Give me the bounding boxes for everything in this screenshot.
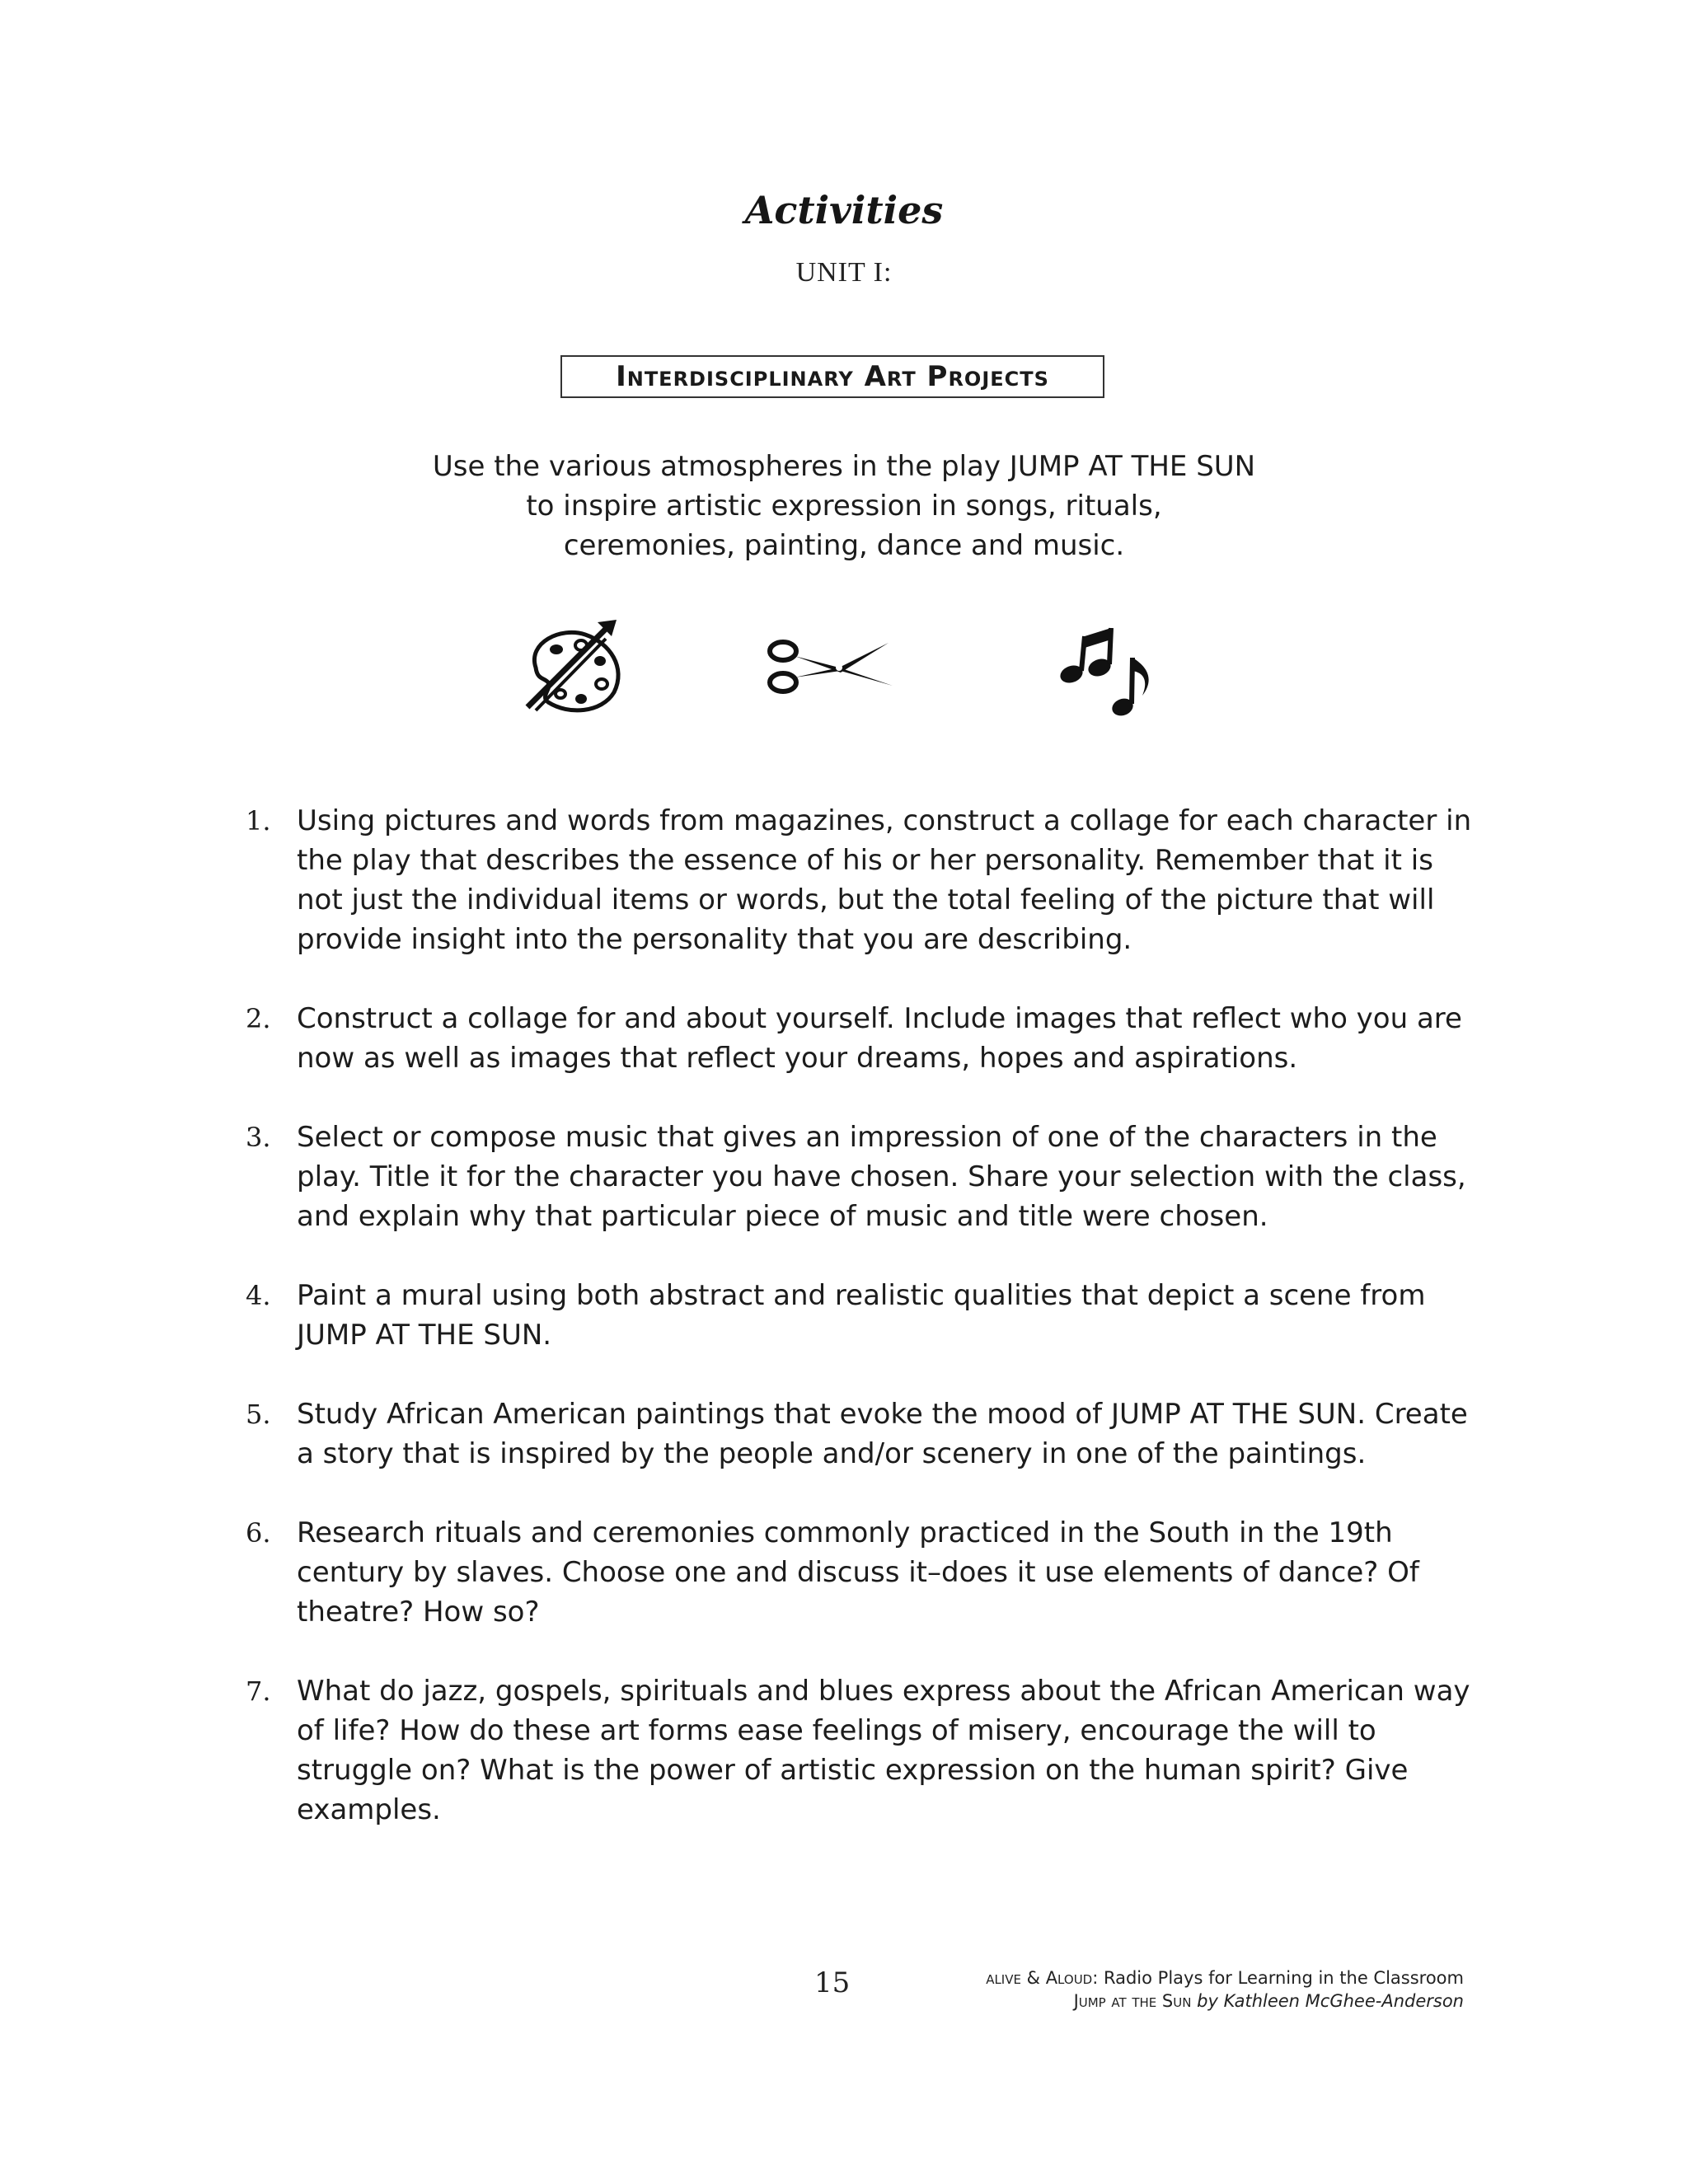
icon-row (0, 618, 1688, 725)
intro-paragraph (349, 447, 1339, 565)
list-item (246, 1276, 1482, 1355)
item-text: Using pictures and words from magazines, construct a collage for each character in the play that describes the essence of his or her personality. Remember that it is not just the individual items or words, but the total feeling of the picture that will provide insight into the personality that you are describing. (297, 804, 1472, 956)
page-number: 15 (814, 1966, 851, 1999)
item-number: 1. (246, 805, 271, 837)
item-number: 7. (246, 1675, 271, 1707)
item-number: 5. (246, 1399, 271, 1430)
page-title: Activities (744, 188, 944, 232)
scissors-icon (765, 635, 897, 701)
footer-author: by Kathleen McGhee-Anderson (1191, 1991, 1464, 2011)
item-text: Study African American paintings that evoke the mood of JUMP AT THE SUN. Create a story that is inspired by the people and/or scenery in one of the paintings. (297, 1398, 1468, 1470)
intro-line-2: to inspire artistic expression in songs, rituals, (526, 490, 1162, 523)
list-item (246, 801, 1482, 959)
list-item (246, 999, 1482, 1078)
intro-line-3: ceremonies, painting, dance and music. (563, 529, 1125, 562)
list-item (246, 1513, 1482, 1632)
footer-series-subtitle: : Radio Plays for Learning in the Classroom (1092, 1968, 1464, 1988)
item-text: Construct a collage for and about yourself. Include images that reflect who you are now as well as images that reflect your dreams, hopes and aspirations. (297, 1002, 1462, 1075)
list-item (246, 1118, 1482, 1236)
item-number: 2. (246, 1003, 271, 1034)
footer-play-line (986, 1990, 1464, 2013)
item-number: 4. (246, 1280, 271, 1311)
item-text: What do jazz, gospels, spirituals and blues express about the African American way of life? How do these art forms ease feelings of misery, encourage the will to struggle on? What is the power of artistic expression on the human spirit? Give examples. (297, 1675, 1470, 1826)
unit-label: UNIT I: (795, 257, 893, 288)
list-item (246, 1671, 1482, 1830)
item-text: Paint a mural using both abstract and realistic qualities that depict a scene from JUMP AT THE SUN. (297, 1279, 1426, 1352)
item-text: Select or compose music that gives an impression of one of the characters in the play. Title it for the character you have chosen. Share your selection with the class, and explain why that particular piece of music and title were chosen. (297, 1121, 1466, 1233)
item-text: Research rituals and ceremonies commonly practiced in the South in the 19th century by slaves. Choose one and discuss it–does it use elements of dance? Of theatre? How so? (297, 1516, 1419, 1629)
footer-series-line (986, 1966, 1464, 1990)
section-heading: Interdisciplinary Art Projects (616, 360, 1049, 393)
section-heading-box (560, 355, 1104, 398)
footer-credit (986, 1966, 1464, 2013)
item-number: 6. (246, 1517, 271, 1549)
music-notes-icon (1057, 625, 1164, 724)
paint-palette-icon (519, 618, 626, 717)
item-number: 3. (246, 1122, 271, 1153)
activity-list (246, 801, 1482, 1869)
footer-play-title: Jump at the Sun (1073, 1991, 1192, 2011)
list-item (246, 1394, 1482, 1474)
intro-line-1: Use the various atmospheres in the play JUMP AT THE SUN (432, 450, 1256, 483)
footer-series-title: alive & Aloud (986, 1968, 1093, 1988)
